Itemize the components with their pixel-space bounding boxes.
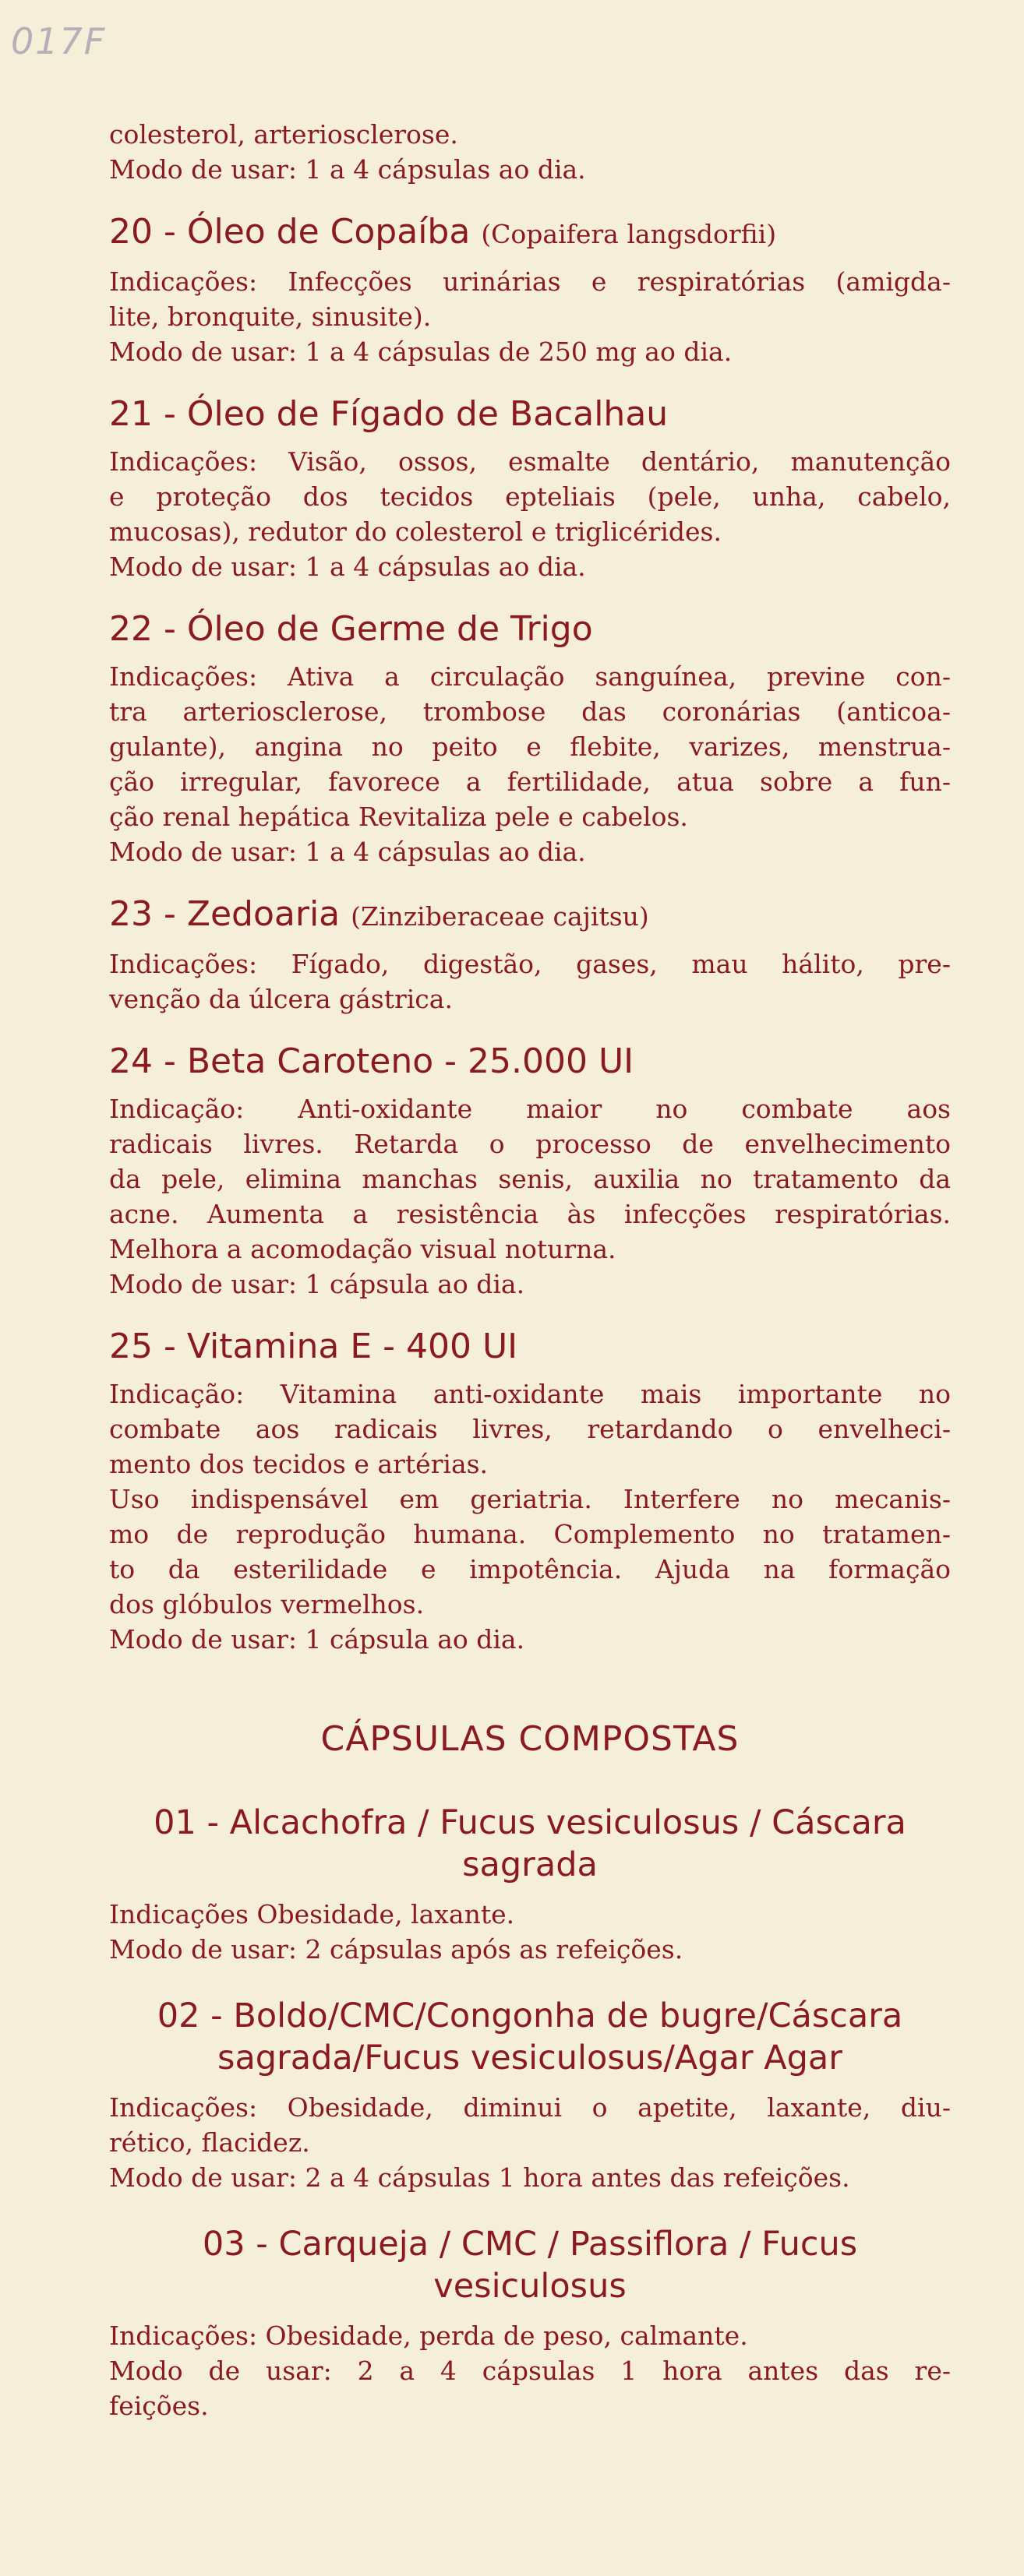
- item-scientific-name: (Copaifera langsdorfii): [481, 219, 777, 249]
- item-text-line: Melhora a acomodação visual noturna.: [109, 1234, 616, 1264]
- compound-title-line: sagrada: [462, 1845, 598, 1884]
- item-22: [109, 608, 951, 869]
- compound-title: [109, 2223, 951, 2307]
- item-scientific-name: (Zinziberaceae cajitsu): [351, 901, 649, 932]
- item-text-line: dos glóbulos vermelhos.: [109, 1589, 425, 1619]
- item-title-text: 24 - Beta Caroteno - 25.000 UI: [109, 1041, 634, 1081]
- compound-title: [109, 1995, 951, 2079]
- compound-title: [109, 1802, 951, 1886]
- item-title: [109, 393, 951, 436]
- item-text-line: Indicações: Visão, ossos, esmalte dentário, manutenção: [109, 446, 951, 477]
- compound-text-line: Modo de usar: 2 a 4 cápsulas 1 hora antes das re-: [109, 2356, 951, 2386]
- item-text-line: to da esterilidade e impotência. Ajuda na formação: [109, 1554, 951, 1584]
- item-text-line: Indicação: Anti-oxidante maior no combate aos: [109, 1094, 951, 1124]
- item-text-line: venção da úlcera gástrica.: [109, 984, 453, 1014]
- compound-text-line: Modo de usar: 2 cápsulas após as refeições.: [109, 1934, 683, 1965]
- item-text-line: gulante), angina no peito e flebite, varizes, menstrua-: [109, 731, 951, 762]
- intro-line: colesterol, arteriosclerose.: [109, 119, 458, 150]
- compound-title-line: 02 - Boldo/CMC/Congonha de bugre/Cáscara: [157, 1996, 903, 2035]
- item-title-text: 25 - Vitamina E - 400 UI: [109, 1327, 518, 1366]
- item-title-text: 20 - Óleo de Copaíba: [109, 212, 471, 252]
- item-text-line: radicais livres. Retarda o processo de envelhecimento: [109, 1129, 951, 1159]
- item-text-line: Indicações: Ativa a circulação sanguínea, previne con-: [109, 661, 951, 692]
- item-title-text: 22 - Óleo de Germe de Trigo: [109, 609, 593, 649]
- item-23: [109, 893, 951, 1017]
- item-text-line: mo de reprodução humana. Complemento no tratamen-: [109, 1519, 951, 1549]
- compound-title-line: vesiculosus: [433, 2267, 627, 2306]
- compound-title-line: 03 - Carqueja / CMC / Passiflora / Fucus: [202, 2225, 858, 2264]
- compound-text-line: Indicações: Obesidade, diminui o apetite, laxante, diu-: [109, 2092, 951, 2123]
- compound-text-line: feições.: [109, 2391, 209, 2421]
- item-text-line: Modo de usar: 1 a 4 cápsulas ao dia.: [109, 551, 586, 582]
- item-20: [109, 210, 951, 369]
- item-text-line: Indicações: Infecções urinárias e respiratórias (amigda-: [109, 266, 951, 297]
- item-text-line: mucosas), redutor do colesterol e triglicérides.: [109, 516, 722, 547]
- intro-line: Modo de usar: 1 a 4 cápsulas ao dia.: [109, 154, 586, 185]
- compound-text-line: Indicações Obesidade, laxante.: [109, 1899, 515, 1929]
- handwritten-corner-note: 017F: [11, 20, 107, 62]
- item-text-line: ção renal hepática Revitaliza pele e cabelos.: [109, 802, 688, 832]
- item-title: [109, 608, 951, 651]
- item-text-line: Modo de usar: 1 cápsula ao dia.: [109, 1624, 525, 1654]
- compound-03: [109, 2223, 951, 2423]
- item-text-line: Modo de usar: 1 a 4 cápsulas ao dia.: [109, 837, 586, 867]
- compound-title-line: 01 - Alcachofra / Fucus vesiculosus / Cáscara: [154, 1803, 906, 1842]
- section-heading: CÁPSULAS COMPOSTAS: [320, 1719, 740, 1759]
- item-text-line: Indicações: Fígado, digestão, gases, mau hálito, pre-: [109, 949, 951, 979]
- item-title: [109, 1040, 951, 1084]
- item-title: [109, 1325, 951, 1369]
- compound-01: [109, 1802, 951, 1967]
- compound-text-line: Indicações: Obesidade, perda de peso, calmante.: [109, 2321, 748, 2351]
- item-text-line: Modo de usar: 1 a 4 cápsulas de 250 mg ao dia.: [109, 337, 733, 367]
- item-text-line: Indicação: Vitamina anti-oxidante mais importante no: [109, 1379, 951, 1409]
- item-25: [109, 1325, 951, 1657]
- item-text-line: Uso indispensável em geriatria. Interfere no mecanis-: [109, 1484, 951, 1514]
- item-text-line: ção irregular, favorece a fertilidade, atua sobre a fun-: [109, 766, 951, 797]
- item-24: [109, 1040, 951, 1302]
- compound-02: [109, 1995, 951, 2195]
- item-text-line: e proteção dos tecidos epteliais (pele, unha, cabelo,: [109, 481, 951, 512]
- item-title-text: 21 - Óleo de Fígado de Bacalhau: [109, 394, 669, 434]
- item-title: [109, 210, 951, 256]
- item-title-text: 23 - Zedoaria: [109, 894, 341, 934]
- document-content: [109, 117, 951, 2423]
- item-title: [109, 893, 951, 939]
- item-21: [109, 393, 951, 584]
- compound-title-line: sagrada/Fucus vesiculosus/Agar Agar: [217, 2039, 842, 2077]
- item-text-line: da pele, elimina manchas senis, auxilia no tratamento da: [109, 1164, 951, 1194]
- item-text-line: mento dos tecidos e artérias.: [109, 1449, 489, 1479]
- item-text-line: acne. Aumenta a resistência às infecções respiratórias.: [109, 1199, 951, 1229]
- item-text-line: combate aos radicais livres, retardando o envelheci-: [109, 1414, 951, 1444]
- item-text-line: Modo de usar: 1 cápsula ao dia.: [109, 1269, 525, 1299]
- compound-text-line: Modo de usar: 2 a 4 cápsulas 1 hora antes das refeições.: [109, 2162, 850, 2193]
- item-text-line: lite, bronquite, sinusite).: [109, 301, 432, 332]
- compound-text-line: rético, flacidez.: [109, 2127, 310, 2158]
- item-text-line: tra arteriosclerose, trombose das coronárias (anticoa-: [109, 696, 951, 727]
- intro-block: [109, 117, 951, 187]
